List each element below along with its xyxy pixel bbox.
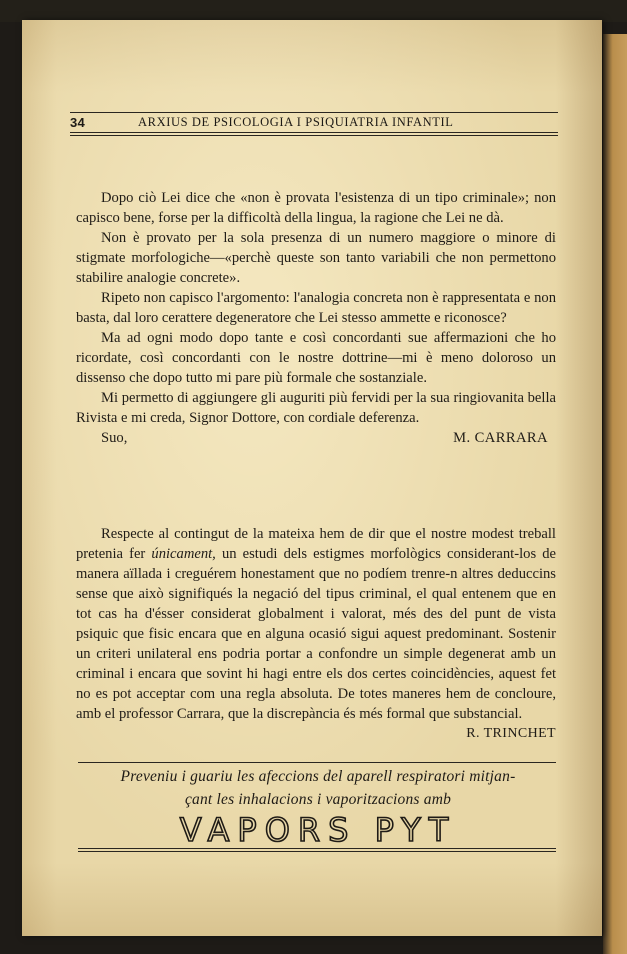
letter-paragraph: Ripeto non capisco l'argomento: l'analogia concreta non è rappresentata e non basta, dal loro cerattere degeneratore che Lei stesso ammette e riconosce? (76, 290, 556, 326)
header-rule-bottom (70, 132, 558, 136)
advertisement-brand: VAPORS PYT (179, 811, 457, 849)
scan-background-top (0, 0, 627, 22)
running-header (70, 112, 558, 134)
reply-signature: R. TRINCHET (466, 726, 556, 741)
reply-emphasis: únicament, (151, 546, 216, 562)
letter-closing: Suo, (101, 430, 128, 446)
advertisement-line-2: çant les inhalacions i vaporitzacions amb (184, 791, 452, 808)
reply-text-end: un estudi dels estigmes morfològics considerant-los de manera aïllada i creguérem honestament que no podíem trenre-n altres deduccins sense que això signifiqués la negació del tipus criminal, el qual entenem que en tot cas ha d'ésser considerat globalment i valorat, més des del punt de vista psiquic que fisic encara que en alguna ocasió sigui aquest predominant. Sostenir un criteri unilateral ens podria portar a confondre un simple degenerat amb un criminal i encara que sovint hi hagi entre els dos certes coincidències, aquest fet no es pot acceptar com una regla absoluta. De totes maneres hem de concloure, amb el professor Carrara, que la discrepància és més formal que substancial. (76, 546, 556, 722)
advertisement-line-1: Preveniu i guariu les afeccions del aparell respiratori mitjan- (120, 768, 516, 785)
advertisement-rule-top (78, 762, 556, 763)
letter-paragraph: Ma ad ogni modo dopo tante e così concordanti sue affermazioni che ho ricordate, così concordanti con le nostre dottrine—mi è meno doloroso un dissenso che dopo tutto mi pare più formale che sostanziale. (76, 330, 556, 386)
letter-paragraph: Non è provato per la sola presenza di un numero maggiore o minore di stigmate morfologiche—«perchè queste son tanto variabili che non permettono stabilire analogie concrete». (76, 230, 556, 286)
letter-paragraph: Dopo ciò Lei dice che «non è provata l'esistenza di un tipo criminale»; non capisco bene, forse per la difficoltà della lingua, la ragione che Lei ne dà. (76, 190, 556, 226)
header-rule-top (70, 112, 558, 113)
letter-paragraph: Mi permetto di aggiungere gli auguriti più fervidi per la sua ringiovanita bella Rivista e mi creda, Signor Dottore, con cordiale deferenza. (76, 390, 556, 426)
page-number: 34 (70, 115, 86, 130)
journal-title: ARXIUS DE PSICOLOGIA I PSIQUIATRIA INFANTIL (138, 115, 454, 129)
reply-signature-row (76, 724, 556, 744)
reply-text-start: Respecte al contingut de la mateixa hem de dir que el nostre modest treball pretenia fer (76, 526, 556, 562)
letter-signature-row (76, 428, 556, 448)
reply-body (76, 524, 556, 744)
letter-body (76, 188, 556, 448)
reply-paragraph (76, 524, 556, 724)
letter-signature: M. CARRARA (453, 430, 548, 446)
adjacent-page-edge (603, 34, 627, 954)
advertisement-rule-bottom (78, 848, 556, 852)
